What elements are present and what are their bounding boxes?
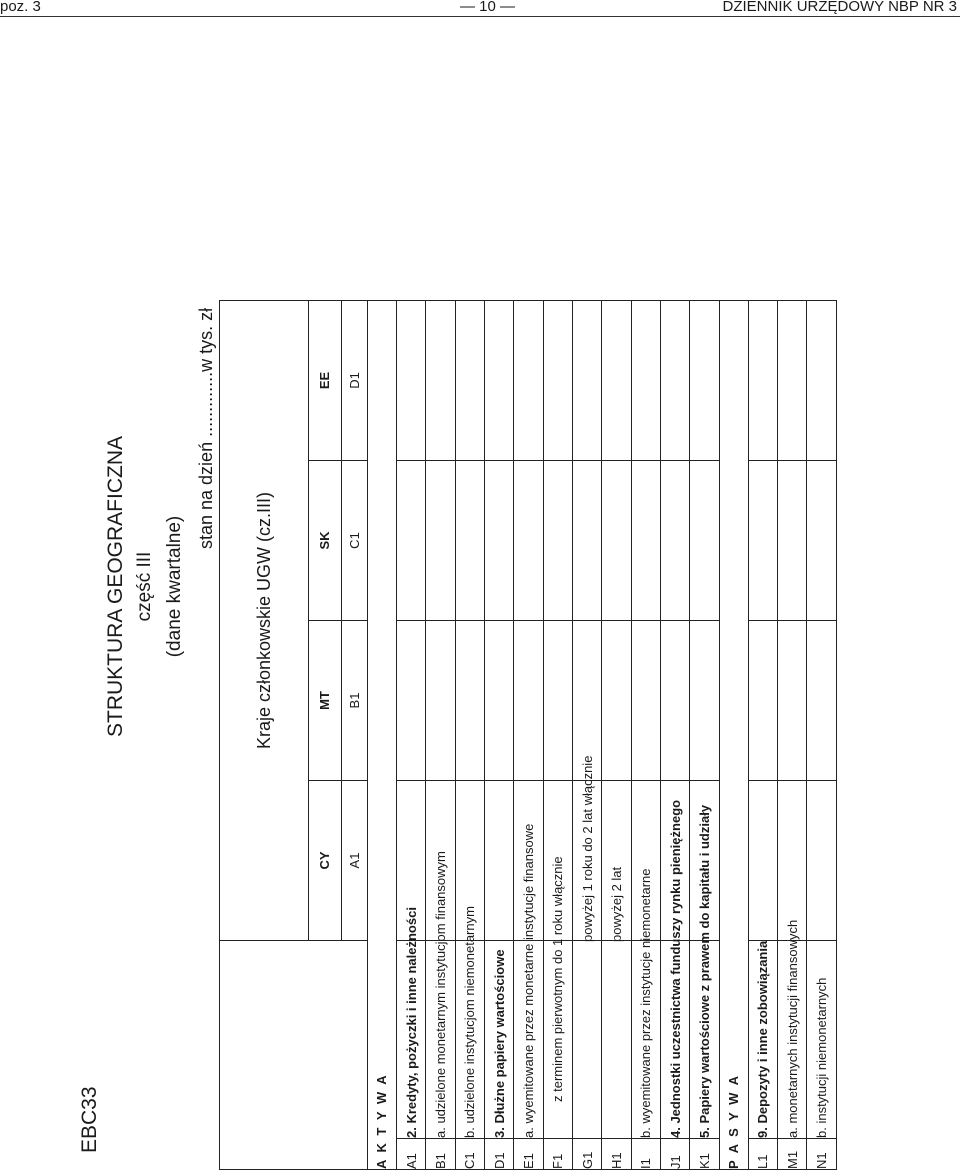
data-cell[interactable] (807, 461, 837, 621)
column-code: D1 (341, 300, 367, 460)
data-cell[interactable] (778, 300, 807, 460)
row-code: C1 (455, 1139, 484, 1170)
data-cell[interactable] (426, 461, 455, 621)
row-code: F1 (543, 1139, 572, 1170)
row-code: B1 (426, 1139, 455, 1170)
data-cell[interactable] (397, 621, 426, 781)
data-cell[interactable] (514, 300, 543, 460)
row-label: powyżej 2 lat (602, 941, 631, 1139)
data-cell[interactable] (778, 621, 807, 781)
data-cell[interactable] (690, 621, 719, 781)
data-cell[interactable] (660, 300, 689, 460)
row-label: z terminem pierwotnym do 1 roku włącznie (543, 941, 572, 1139)
report-table (219, 300, 837, 1170)
data-cell[interactable] (543, 621, 572, 781)
data-cell[interactable] (514, 621, 543, 781)
liabilities-section-label: P A S Y W A (719, 300, 748, 1169)
row-label: b. instytucji niemonetarnych (807, 941, 837, 1139)
data-cell[interactable] (426, 300, 455, 460)
data-cell[interactable] (397, 300, 426, 460)
data-cell[interactable] (602, 300, 631, 460)
data-cell[interactable] (543, 461, 572, 621)
column-code: B1 (341, 621, 367, 781)
data-cell[interactable] (514, 461, 543, 621)
column-code: A1 (341, 781, 367, 941)
row-code: D1 (485, 1139, 514, 1170)
data-cell[interactable] (543, 300, 572, 460)
data-cell[interactable] (602, 461, 631, 621)
row-label: powyżej 1 roku do 2 lat włącznie (572, 941, 601, 1139)
country-code-sk: SK (309, 461, 342, 621)
data-cell[interactable] (602, 621, 631, 781)
data-cell[interactable] (572, 300, 601, 460)
data-cell[interactable] (660, 461, 689, 621)
row-label: a. monetarnych instytucji finansowych (778, 941, 807, 1139)
form-title: STRUKTURA GEOGRAFICZNA (104, 435, 127, 738)
running-header-journal: DZIENNIK URZĘDOWY NBP NR 3 (722, 0, 957, 15)
row-label: 5. Papiery wartościowe z prawem do kapitału i udziały (690, 941, 719, 1139)
data-cell[interactable] (807, 781, 837, 941)
table-row (572, 300, 601, 1169)
form-subtitle-frequency: (dane kwartalne) (164, 515, 185, 658)
running-header-page-number: — 10 — (460, 0, 516, 15)
row-code: I1 (631, 1139, 660, 1170)
data-cell[interactable] (748, 621, 777, 781)
country-code-mt: MT (309, 621, 342, 781)
data-cell[interactable] (690, 300, 719, 460)
data-cell[interactable] (455, 461, 484, 621)
row-label: b. udzielone instytucjom niemonetarnym (455, 941, 484, 1139)
data-cell[interactable] (485, 781, 514, 941)
data-cell[interactable] (455, 621, 484, 781)
row-code: J1 (660, 1139, 689, 1170)
data-cell[interactable] (778, 781, 807, 941)
row-label: a. udzielone monetarnym instytucjom finansowym (426, 941, 455, 1139)
row-code: H1 (602, 1139, 631, 1170)
data-cell[interactable] (807, 621, 837, 781)
row-code: G1 (572, 1139, 601, 1170)
data-cell[interactable] (748, 461, 777, 621)
table-row (397, 300, 426, 1169)
form-code: EBC33 (78, 1086, 101, 1153)
data-cell[interactable] (631, 300, 660, 460)
data-cell[interactable] (690, 461, 719, 621)
row-label: b. wyemitowane przez instytucje niemonetarne (631, 941, 660, 1139)
row-label: 3. Dłużne papiery wartościowe (485, 941, 514, 1139)
reporting-date-unit: stan na dzień .............w tys. zł (196, 307, 216, 549)
row-code: A1 (397, 1139, 426, 1170)
data-cell[interactable] (485, 300, 514, 460)
data-cell[interactable] (748, 781, 777, 941)
table-row (602, 300, 631, 1169)
country-code-ee: EE (309, 300, 342, 460)
table-row (543, 300, 572, 1169)
data-cell[interactable] (426, 621, 455, 781)
data-cell[interactable] (485, 621, 514, 781)
countries-header: Kraje członkowskie UGW (cz.III) (220, 300, 309, 940)
row-label: a. wyemitowane przez monetarne instytucje finansowe (514, 941, 543, 1139)
table-row (514, 300, 543, 1169)
row-code: M1 (778, 1139, 807, 1170)
row-code: K1 (690, 1139, 719, 1170)
table-row (778, 300, 807, 1169)
data-cell[interactable] (572, 461, 601, 621)
data-cell[interactable] (807, 300, 837, 460)
row-label: 4. Jednostki uczestnictwa funduszy rynku pieniężnego (660, 941, 689, 1139)
data-cell[interactable] (397, 461, 426, 621)
form-subtitle-part: część III (134, 551, 155, 622)
column-code: C1 (341, 461, 367, 621)
row-code: L1 (748, 1139, 777, 1170)
data-cell[interactable] (631, 461, 660, 621)
row-code: N1 (807, 1139, 837, 1170)
table-row (426, 300, 455, 1169)
row-code: E1 (514, 1139, 543, 1170)
assets-section-label: A K T Y W A (367, 300, 396, 1169)
table-row (485, 300, 514, 1169)
row-label: 9. Depozyty i inne zobowiązania (748, 941, 777, 1139)
table-row (748, 300, 777, 1169)
data-cell[interactable] (631, 621, 660, 781)
table-row (660, 300, 689, 1169)
row-label: 2. Kredyty, pożyczki i inne należności (397, 941, 426, 1139)
data-cell[interactable] (455, 300, 484, 460)
running-header-position: poz. 3 (0, 0, 41, 15)
data-cell[interactable] (485, 461, 514, 621)
country-code-cy: CY (309, 781, 342, 941)
table-row (631, 300, 660, 1169)
table-corner-cell (220, 941, 368, 1170)
table-row (455, 300, 484, 1169)
data-cell[interactable] (778, 461, 807, 621)
table-row (807, 300, 837, 1169)
data-cell[interactable] (748, 300, 777, 460)
data-cell[interactable] (660, 621, 689, 781)
table-row (690, 300, 719, 1169)
